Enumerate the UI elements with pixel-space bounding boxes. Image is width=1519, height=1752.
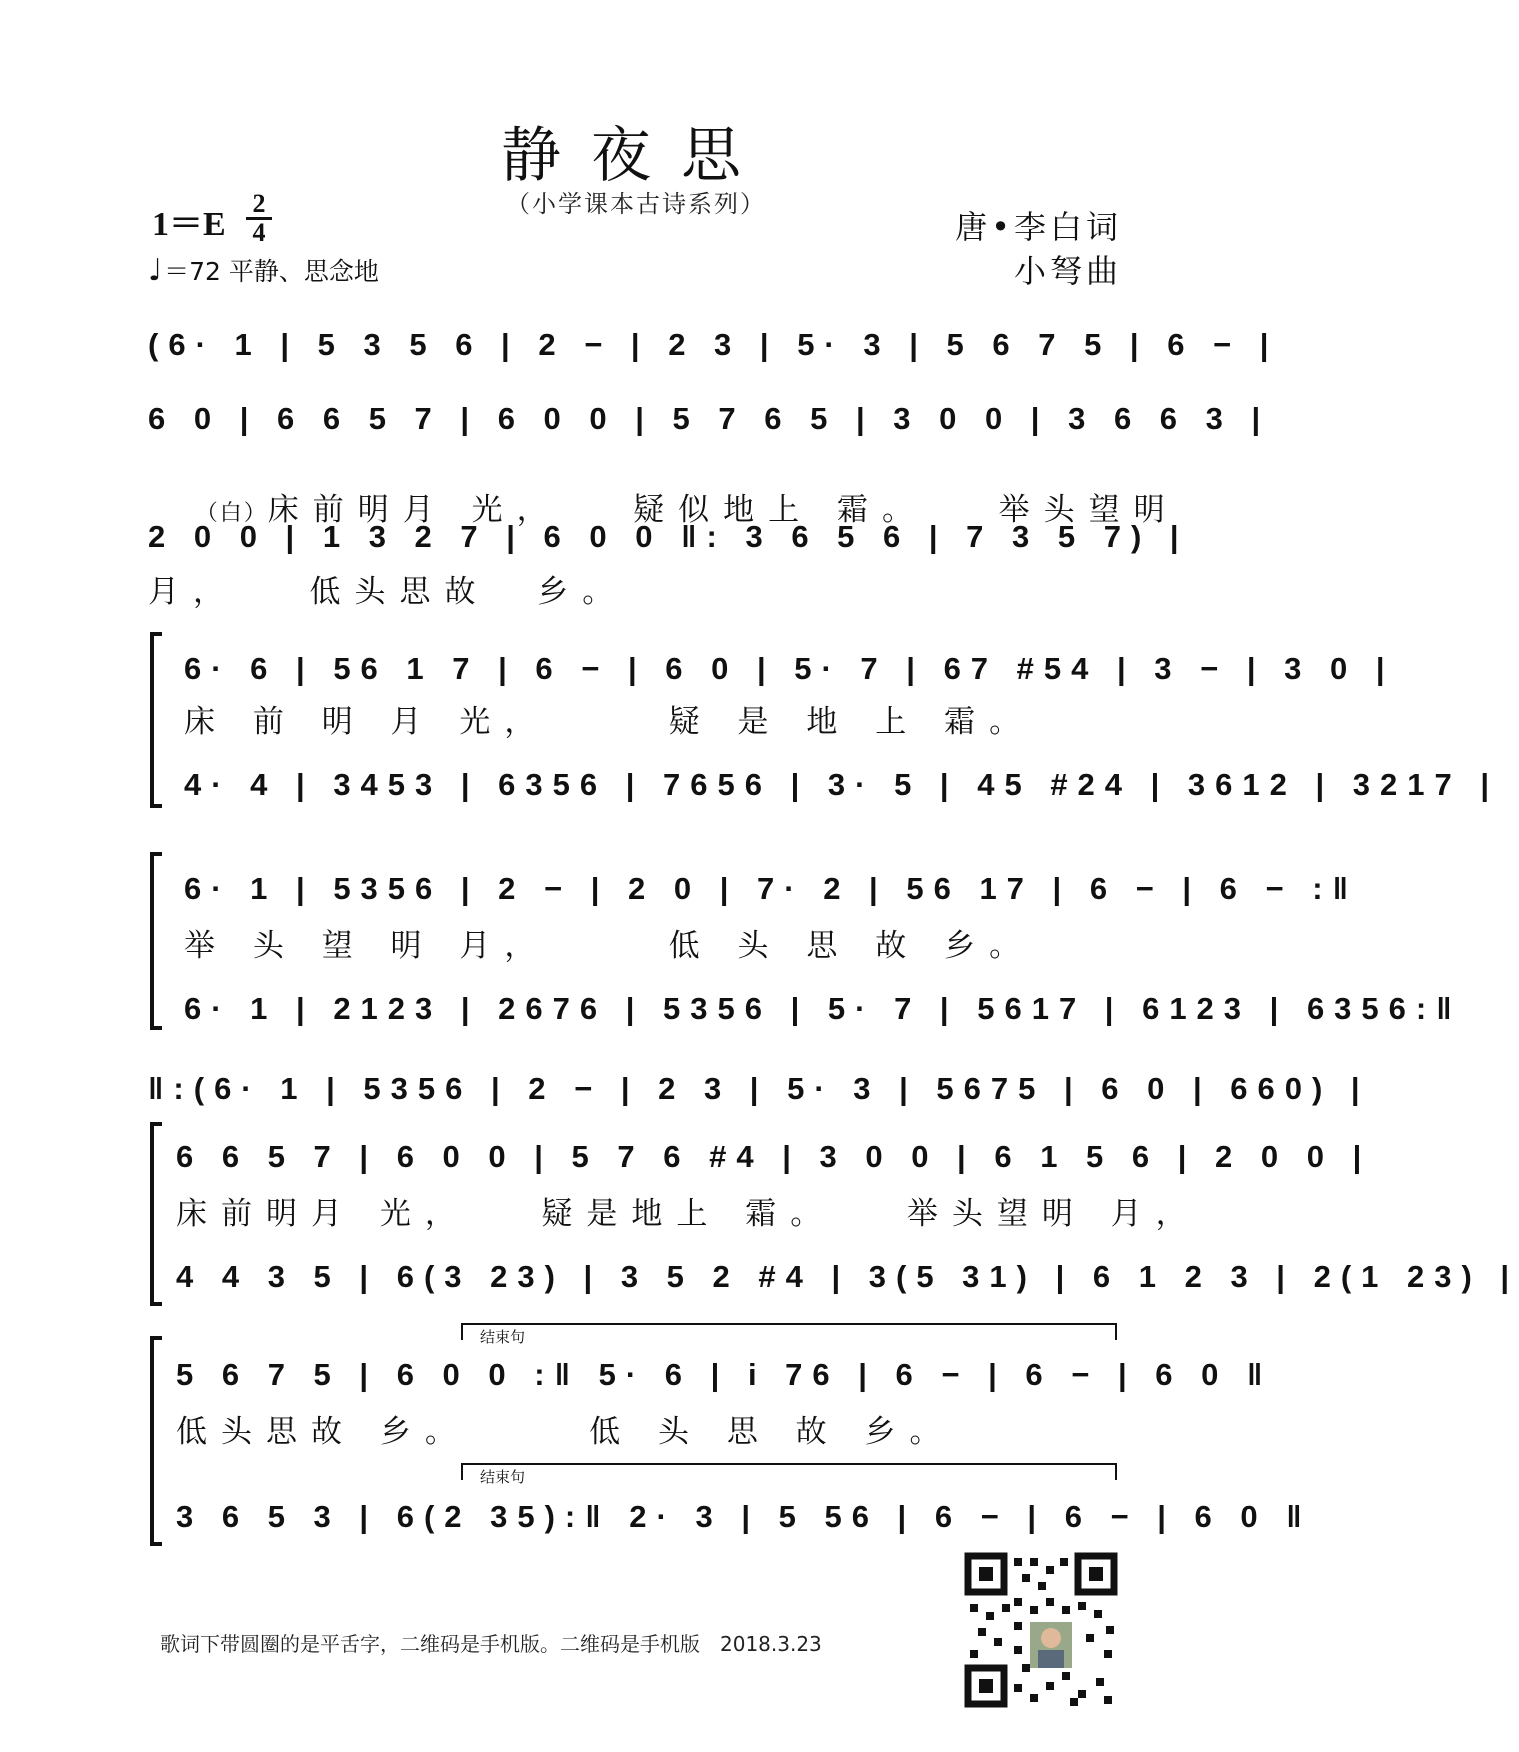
qr-code-icon[interactable] xyxy=(964,1552,1118,1708)
quarter-note-icon: ♩ xyxy=(148,253,163,288)
score-row-4-voice-1 xyxy=(184,646,1395,692)
ending-bracket-1 xyxy=(460,1322,1120,1342)
notation-line-4b: 4· 4 | 3453 | 6356 | 7656 | 3· 5 | 45 #24 | 3612 | 3217 | xyxy=(184,767,1500,802)
score-row-5-voice-1 xyxy=(184,866,1358,912)
notation-line-2: 6 0 | 6 6 5 7 | 6 0 0 | 5 7 6 5 | 3 0 0 | 3 6 6 3 | xyxy=(148,401,1271,436)
lyric-line-7: 床前明月 光， 疑是地上 霜。 举头望明 月， xyxy=(176,1196,1201,1232)
lyric-line-4: 床 前 明 月 光， 疑 是 地 上 霜。 xyxy=(184,704,1035,740)
song-subtitle: （小学课本古诗系列） xyxy=(506,190,766,218)
system-brace-3 xyxy=(146,1122,166,1306)
tempo-text: ＝72 平静、思念地 xyxy=(164,257,379,286)
lyric-text-2: 床前明月 光， 疑似地上 霜。 举头望明 xyxy=(267,492,1179,528)
notation-line-6: ‖:(6· 1 | 5356 | 2 − | 2 3 | 5· 3 | 5675 | 6 0 | 660) | xyxy=(148,1071,1370,1106)
score-row-2 xyxy=(148,396,1271,442)
key-signature: 1＝E xyxy=(152,206,226,243)
system-brace-2 xyxy=(146,852,166,1030)
score-row-3 xyxy=(148,514,1189,560)
ending-bracket-2 xyxy=(460,1462,1120,1482)
system-brace-1 xyxy=(146,632,166,808)
time-signature-top: 2 xyxy=(252,189,266,218)
notation-line-5b: 6· 1 | 2123 | 2676 | 5356 | 5· 7 | 5617 | 6123 | 6356:‖ xyxy=(184,991,1462,1026)
time-signature-bottom: 4 xyxy=(252,218,266,247)
composer: 小弩曲 xyxy=(1013,252,1122,290)
notation-line-4a: 6· 6 | 56 1 7 | 6 − | 6 0 | 5· 7 | 67 #54 | 3 − | 3 0 | xyxy=(184,651,1395,686)
lyric-line-8: 低头思故 乡。 低 头 思 故 乡。 xyxy=(176,1414,955,1450)
system-brace-4 xyxy=(146,1336,166,1546)
notation-line-3: 2 0 0 | 1 3 2 7 | 6 0 0 ‖: 3 6 5 6 | 7 3 5 7) | xyxy=(148,519,1189,554)
lyric-line-3: 月， 低头思故 乡。 xyxy=(148,574,628,610)
notation-line-1: (6· 1 | 5 3 5 6 | 2 − | 2 3 | 5· 3 | 5 6 7 5 | 6 − | xyxy=(148,327,1279,362)
spoken-marker: （白） xyxy=(195,501,268,526)
score-row-4-voice-2 xyxy=(184,762,1500,808)
ending-label-1: 结束句 xyxy=(480,1328,526,1346)
score-row-7-voice-2 xyxy=(176,1254,1519,1300)
song-title: 静夜思 xyxy=(501,121,771,191)
ending-label-2: 结束句 xyxy=(480,1468,526,1486)
lyricist: 唐•李白词 xyxy=(955,208,1122,246)
notation-line-5a: 6· 1 | 5356 | 2 − | 2 0 | 7· 2 | 56 17 | 6 − | 6 − :‖ xyxy=(184,871,1358,906)
notation-line-8b: 3 6 5 3 | 6(2 35):‖ 2· 3 | 5 56 | 6 − | 6 − | 6 0 ‖ xyxy=(176,1499,1312,1534)
score-row-7-voice-1 xyxy=(176,1134,1372,1180)
notation-line-8a: 5 6 7 5 | 6 0 0 :‖ 5· 6 | i 76 | 6 − | 6 − | 6 0 ‖ xyxy=(176,1357,1273,1392)
score-row-1 xyxy=(148,322,1279,368)
footer-note: 歌词下带圆圈的是平舌字，二维码是手机版。二维码是手机版 2018.3.23 xyxy=(160,1632,822,1656)
score-row-8-voice-1 xyxy=(176,1352,1273,1398)
lyric-line-5: 举 头 望 明 月， 低 头 思 故 乡。 xyxy=(184,928,1035,964)
tempo-marking xyxy=(148,252,379,288)
notation-line-7b: 4 4 3 5 | 6(3 23) | 3 5 2 #4 | 3(5 31) | 6 1 2 3 | 2(1 23) | xyxy=(176,1259,1519,1294)
time-signature xyxy=(246,189,272,247)
notation-line-7a: 6 6 5 7 | 6 0 0 | 5 7 6 #4 | 3 0 0 | 6 1 5 6 | 2 0 0 | xyxy=(176,1139,1372,1174)
score-row-5-voice-2 xyxy=(184,986,1462,1032)
score-row-6 xyxy=(148,1066,1370,1112)
score-row-8-voice-2 xyxy=(176,1494,1312,1540)
